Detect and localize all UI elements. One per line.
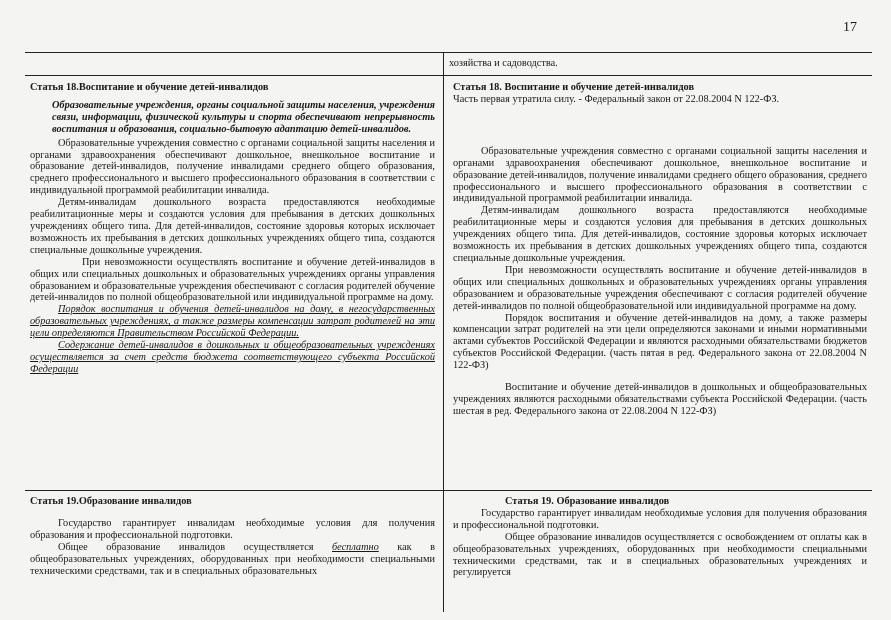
article19-left-p2: Общее образование инвалидов осуществляется бесплатно как в общеобразовательных учреждениях, оборудованных при необходимости специальными техническими средствами, так и в специальных образовательных bbox=[30, 541, 435, 577]
comparison-table bbox=[25, 52, 872, 612]
article19-right-p1: Государство гарантирует инвалидам необходимые условия для получения образования и профессиональной подготовки. bbox=[453, 507, 867, 531]
article18-right-note: Часть первая утратила силу. - Федеральный закон от 22.08.2004 N 122-ФЗ. bbox=[453, 93, 780, 105]
article18-left-intro: Образовательные учреждения, органы социальной защиты населения, учреждения связи, информации, физической культуры и спорта обеспечивают непрерывность воспитания и образования, социально-бытовую адаптацию детей-инвалидов. bbox=[52, 99, 435, 135]
free-of-charge-emphasis: бесплатно bbox=[331, 541, 379, 553]
article18-right-p2: Детям-инвалидам дошкольного возраста предоставляются необходимые реабилитационные меры и создаются условия для пребывания в детских дошкольных учреждениях общего типа. Для детей-инвалидов, состояние здоровья которых исключает возможность их пребывания в детских дошкольных учреждениях общего типа, создаются специальные дошкольные учреждения. bbox=[453, 205, 867, 264]
article18-right-title: Статья 18. Воспитание и обучение детей-инвалидов bbox=[453, 82, 695, 93]
row-divider bbox=[25, 75, 872, 76]
article19-left-cell bbox=[30, 496, 435, 610]
article19-right-cell bbox=[453, 496, 867, 610]
article19-left-title: Статья 19.Образование инвалидов bbox=[30, 496, 192, 507]
article19-right-p2: Общее образование инвалидов осуществляется с освобождением от оплаты как в общеобразовательных учреждениях, оборудованных при необходимости специальными техническими средствами, так и в специальных образовательных учреждениях и регулируется bbox=[453, 531, 867, 579]
article19-left-p1: Государство гарантирует инвалидам необходимые условия для получения образования и профессиональной подготовки. bbox=[30, 517, 435, 541]
article18-left-title: Статья 18.Воспитание и обучение детей-инвалидов bbox=[30, 82, 269, 93]
article18-left-p5: Содержание детей-инвалидов в дошкольных и общеобразовательных учреждениях осуществляется за счет средств бюджета соответствующего субъекта Российской Федерации bbox=[30, 340, 435, 375]
article18-right-cell bbox=[453, 82, 867, 486]
article18-right-p1: Образовательные учреждения совместно с органами социальной защиты населения и органами здравоохранения обеспечивают дошкольное, внешкольное воспитание и образование детей-инвалидов, получение инвалидами среднего общего образования, среднего профессионального и высшего профессионального образования в соответствии с индивидуальной программой реабилитации инвалида. bbox=[453, 145, 867, 205]
page-number: 17 bbox=[843, 20, 857, 35]
row-divider bbox=[25, 490, 872, 491]
column-divider bbox=[443, 52, 444, 612]
article18-right-p3: При невозможности осуществлять воспитание и обучение детей-инвалидов в общих или специальных дошкольных и образовательных учреждениях органы управления образованием и образовательные учреждения обеспечивают с согласия родителей обучение детей-инвалидов по полной общеобразовательной или индивидуальной программе на дому. bbox=[453, 264, 867, 312]
table-border-top bbox=[25, 52, 872, 53]
article18-right-p4: Порядок воспитания и обучение детей-инвалидов на дому, а также размеры компенсации затрат родителей на эти цели определяются законами и иными нормативными актами субъектов Российской Федерации и являются расходными обязательствами бюджетов субъектов Российской Федерации. (часть пятая в ред. Федерального закона от 22.08.2004 N 122-ФЗ) bbox=[453, 312, 867, 372]
article18-left-p4: Порядок воспитания и обучения детей-инвалидов на дому, в негосударственных образовательных учреждениях, а также размеры компенсации затрат родителей на эти цели определяются Правительством Российской Федерации. bbox=[30, 304, 435, 340]
row0-right-cell bbox=[449, 58, 869, 74]
article18-left-p2: Детям-инвалидам дошкольного возраста предоставляются необходимые реабилитационные меры и создаются условия для пребывания в детских дошкольных учреждениях общего типа. Для детей-инвалидов, состояние здоровья которых исключает возможность их пребывания в детских дошкольных учреждениях общего типа, создаются специальные дошкольные учреждения. bbox=[30, 197, 435, 256]
article18-left-p3: При невозможности осуществлять воспитание и обучение детей-инвалидов в общих или специальных дошкольных и образовательных учреждениях органы управления образованием и образовательные учреждения обеспечивают с согласия родителей обучение детей-инвалидов по полной общеобразовательной или индивидуальной программе на дому. bbox=[30, 256, 435, 304]
article18-left-p1: Образовательные учреждения совместно с органами социальной защиты населения и органами здравоохранения обеспечивают дошкольное, внешкольное воспитание и образование детей-инвалидов, получение инвалидами среднего общего образования, среднего профессионального и высшего профессионального образования в соответствии с индивидуальной программой реабилитации инвалида. bbox=[30, 137, 435, 197]
continuation-text: хозяйства и садоводства. bbox=[449, 58, 558, 69]
article19-right-title: Статья 19. Образование инвалидов bbox=[505, 496, 670, 507]
article18-left-cell bbox=[30, 82, 435, 486]
article18-right-p5: Воспитание и обучение детей-инвалидов в дошкольных и общеобразовательных учреждениях являются расходными обязательствами субъекта Российской Федерации. (часть шестая в ред. Федерального закона от 22.08.2004 N 122-ФЗ) bbox=[453, 382, 867, 417]
